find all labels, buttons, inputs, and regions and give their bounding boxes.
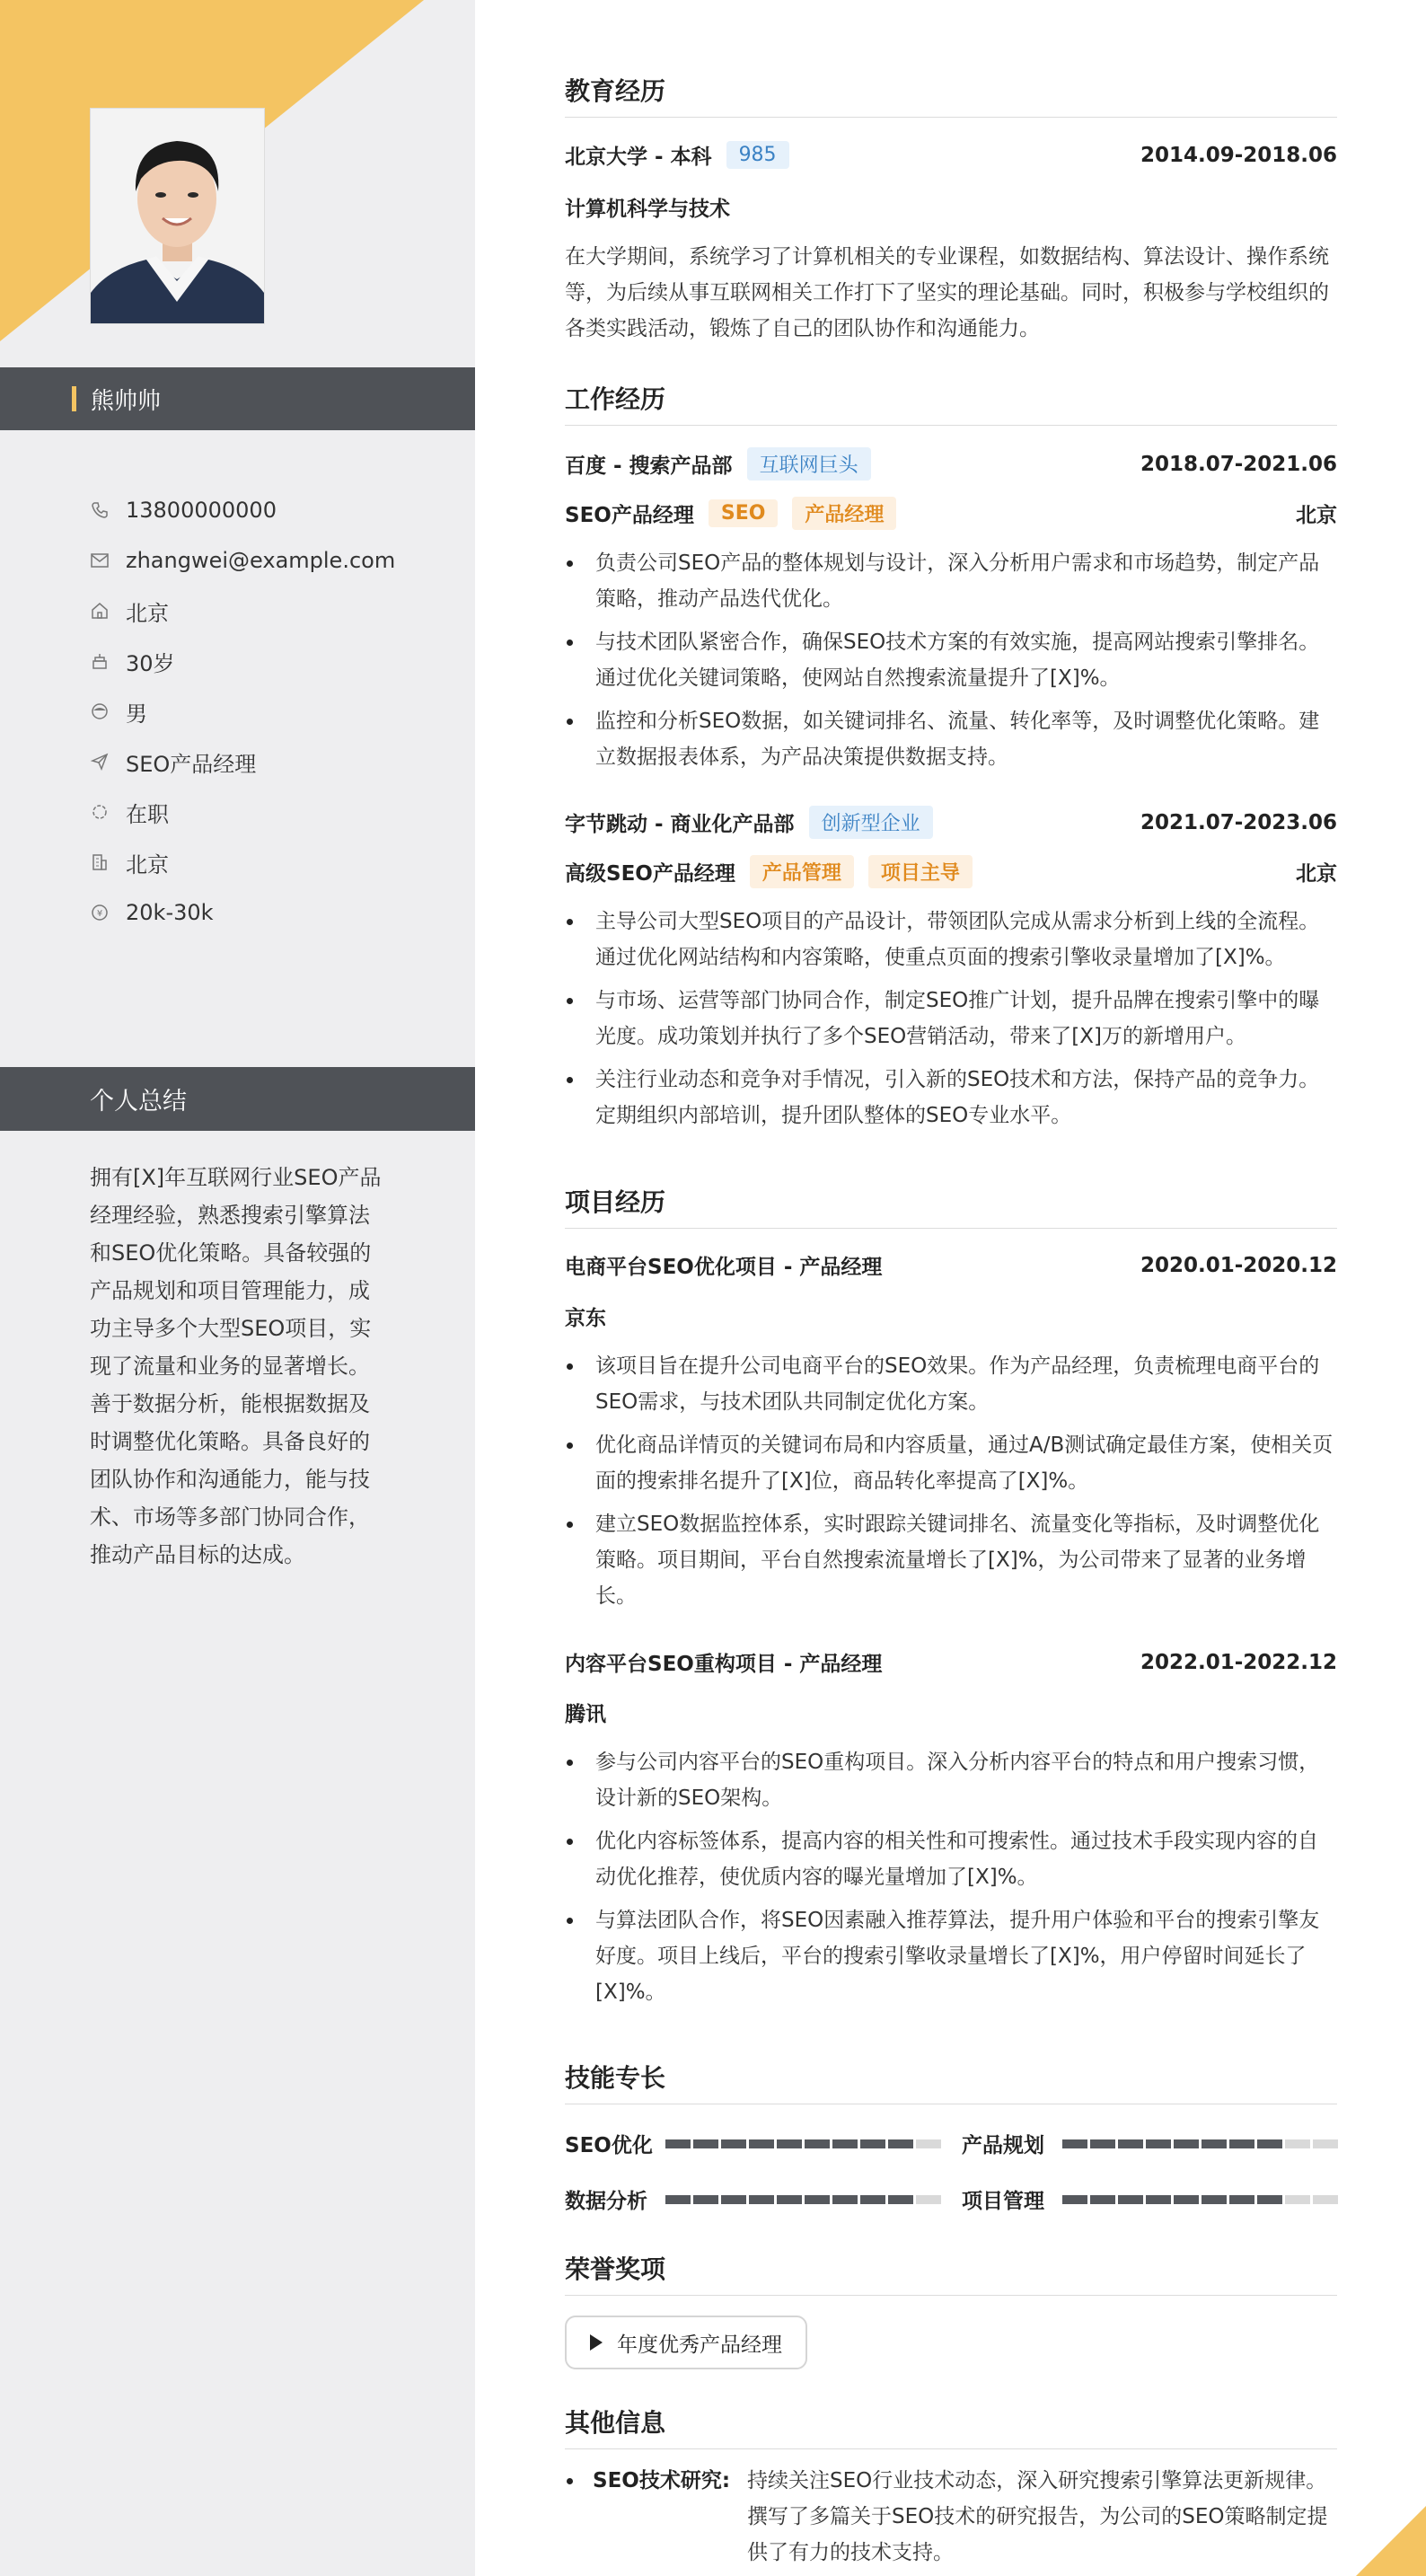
skill-level-bar <box>1062 2195 1338 2204</box>
summary-text <box>90 1159 386 1574</box>
info-position <box>90 737 395 787</box>
job-role-tag: 产品管理 <box>750 855 854 888</box>
summary-line: 产品规划和项目管理能力，成 <box>90 1278 370 1303</box>
skill-segment <box>1090 2139 1115 2148</box>
job-role-tag: 产品经理 <box>792 497 896 530</box>
skill-segment <box>860 2195 885 2204</box>
job-bullet: 与技术团队紧密合作，确保SEO技术方案的有效实施，提高网站搜索引擎排名。通过优化关键词策略，使网站自然搜索流量提升了[X]%。 <box>565 624 1337 696</box>
send-icon <box>90 752 110 772</box>
skill-segment <box>665 2139 691 2148</box>
play-icon <box>590 2334 603 2351</box>
education-date: 2014.09-2018.06 <box>1140 143 1337 167</box>
other-item <box>565 2463 1337 2571</box>
project-name: 电商平台SEO优化项目 - 产品经理 <box>565 1256 883 1279</box>
skill-segment <box>1062 2195 1087 2204</box>
awards-title: 荣誉奖项 <box>565 2250 1337 2296</box>
summary-line: 和SEO优化策略。具备较强的 <box>90 1240 372 1266</box>
other-label: SEO技术研究: <box>593 2469 731 2492</box>
skill-segment <box>693 2139 718 2148</box>
svg-text:¥: ¥ <box>96 909 103 919</box>
info-text: 在职 <box>126 801 169 827</box>
phone-icon <box>90 500 110 520</box>
job-date: 2018.07-2021.06 <box>1140 452 1337 476</box>
bullet-dot <box>567 2478 573 2484</box>
salary-icon <box>90 903 110 922</box>
project-date: 2020.01-2020.12 <box>1140 1253 1337 1277</box>
education-major-row <box>565 192 1337 222</box>
gender-icon <box>90 701 110 721</box>
info-text: 男 <box>126 701 147 727</box>
education-school: 北京大学 - 本科 <box>565 146 712 169</box>
summary-line: 善于数据分析，能根据数据及 <box>90 1391 370 1416</box>
info-text: 北京 <box>126 600 169 626</box>
skill-segment <box>1257 2195 1282 2204</box>
project-name: 内容平台SEO重构项目 - 产品经理 <box>565 1653 883 1676</box>
skill-name: SEO优化 <box>565 2134 653 2157</box>
skill-item <box>565 2129 941 2158</box>
home-icon <box>90 601 110 621</box>
job-bullets <box>565 545 1337 782</box>
skill-segment <box>1062 2139 1087 2148</box>
project-bullet: 该项目旨在提升公司电商平台的SEO效果。作为产品经理，负责梳理电商平台的SEO需求，与技术团队共同制定优化方案。 <box>565 1348 1337 1420</box>
candidate-name: 熊帅帅 <box>91 387 162 415</box>
project-header <box>565 1250 1337 1280</box>
skill-segment <box>1146 2139 1171 2148</box>
skill-segment <box>832 2195 858 2204</box>
job-role-tag: 项目主导 <box>868 855 973 888</box>
skill-segment <box>805 2139 830 2148</box>
summary-line: 团队协作和沟通能力，能与技 <box>90 1467 370 1492</box>
project-bullet: 优化商品详情页的关键词布局和内容质量，通过A/B测试确定最佳方案，使相关页面的搜索排名提升了[X]位，商品转化率提高了[X]%。 <box>565 1427 1337 1499</box>
project-bullet: 优化内容标签体系，提高内容的相关性和可搜索性。通过技术手段实现内容的自动优化推荐，使优质内容的曝光量增加了[X]%。 <box>565 1823 1337 1895</box>
skill-level-bar <box>665 2195 941 2204</box>
job-date: 2021.07-2023.06 <box>1140 810 1337 834</box>
job-bullet: 关注行业动态和竞争对手情况，引入新的SEO技术和方法，保持产品的竞争力。定期组织内部培训，提升团队整体的SEO专业水平。 <box>565 1062 1337 1134</box>
skill-segment <box>665 2195 691 2204</box>
education-title: 教育经历 <box>565 72 1337 118</box>
skill-segment <box>832 2139 858 2148</box>
project-bullets <box>565 1744 1337 2017</box>
skill-segment <box>805 2195 830 2204</box>
education-header <box>565 140 1337 170</box>
skill-segment <box>749 2195 774 2204</box>
summary-line: 时调整优化策略。具备良好的 <box>90 1429 370 1454</box>
skill-segment <box>1174 2195 1199 2204</box>
job-role: SEO产品经理 <box>565 504 694 527</box>
info-text: SEO产品经理 <box>126 751 257 777</box>
skill-segment <box>777 2139 802 2148</box>
job-company-tag: 创新型企业 <box>809 806 933 839</box>
skill-item <box>565 2184 941 2214</box>
info-status <box>90 787 395 837</box>
other-text: 持续关注SEO行业技术动态，深入研究搜索引擎算法更新规律。撰写了多篇关于SEO技术的研究报告，为公司的SEO策略制定提供了有力的技术支持。 <box>747 2469 1328 2564</box>
skill-segment <box>1313 2139 1338 2148</box>
info-text: 北京 <box>126 851 169 878</box>
skill-level-bar <box>665 2139 941 2148</box>
job-role-row <box>565 855 1337 888</box>
job-company-row <box>565 806 933 839</box>
building-icon <box>90 852 110 872</box>
job-role-group <box>565 855 973 888</box>
summary-line: 功主导多个大型SEO项目，实 <box>90 1316 372 1341</box>
info-email <box>90 535 395 586</box>
project-bullet: 建立SEO数据监控体系，实时跟踪关键词排名、流量变化等指标，及时调整优化策略。项目期间，平台自然搜索流量增长了[X]%，为公司带来了显著的业务增长。 <box>565 1506 1337 1614</box>
project-bullet: 与算法团队合作，将SEO因素融入推荐算法，提升用户体验和平台的搜索引擎友好度。项目上线后，平台的搜索引擎收录量增长了[X]%，用户停留时间延长了[X]%。 <box>565 1902 1337 2010</box>
avatar <box>90 108 265 324</box>
skill-segment <box>1118 2139 1143 2148</box>
summary-line: 现了流量和业务的显著增长。 <box>90 1354 370 1379</box>
skill-segment <box>777 2195 802 2204</box>
skill-segment <box>1090 2195 1115 2204</box>
skill-segment <box>693 2195 718 2204</box>
info-text: 20k-30k <box>126 900 214 925</box>
info-city <box>90 837 395 887</box>
name-accent <box>72 386 76 411</box>
skill-segment <box>721 2139 746 2148</box>
summary-line: 拥有[X]年互联网行业SEO产品 <box>90 1165 382 1190</box>
skills-title: 技能专长 <box>565 2059 1337 2104</box>
job-bullet: 与市场、运营等部门协同合作，制定SEO推广计划，提升品牌在搜索引擎中的曝光度。成功策划并执行了多个SEO营销活动，带来了[X]万的新增用户。 <box>565 983 1337 1054</box>
info-text: 13800000000 <box>126 498 277 523</box>
skill-segment <box>1146 2195 1171 2204</box>
skill-segment <box>1257 2139 1282 2148</box>
summary-line: 推动产品目标的达成。 <box>90 1542 305 1567</box>
job-header <box>565 447 1337 481</box>
job-header <box>565 806 1337 839</box>
info-age <box>90 636 395 686</box>
mail-icon <box>90 551 110 570</box>
job-company-row <box>565 447 871 481</box>
projects-title: 项目经历 <box>565 1183 1337 1229</box>
award-label: 年度优秀产品经理 <box>617 2333 782 2357</box>
job-bullets <box>565 904 1337 1141</box>
decor-corner <box>1356 2506 1426 2576</box>
skill-segment <box>888 2139 913 2148</box>
info-text: zhangwei@example.com <box>126 548 396 573</box>
education-school-row <box>565 140 789 170</box>
education-tag: 985 <box>726 141 789 169</box>
skill-segment <box>1229 2195 1254 2204</box>
project-bullets <box>565 1348 1337 1621</box>
skill-item <box>962 2184 1338 2214</box>
info-text: 30岁 <box>126 650 175 676</box>
job-company: 字节跳动 - 商业化产品部 <box>565 813 795 836</box>
summary-title: 个人总结 <box>90 1088 187 1116</box>
info-gender <box>90 686 395 737</box>
skill-segment <box>860 2139 885 2148</box>
skill-level-bar <box>1062 2139 1338 2148</box>
job-role-group <box>565 497 896 530</box>
info-salary <box>90 887 395 938</box>
education-major: 计算机科学与技术 <box>565 198 730 221</box>
summary-line: 经理经验，熟悉搜索引擎算法 <box>90 1203 370 1228</box>
job-bullet: 主导公司大型SEO项目的产品设计，带领团队完成从需求分析到上线的全流程。通过优化网站结构和内容策略，使重点页面的搜索引擎收录量增加了[X]%。 <box>565 904 1337 975</box>
job-city: 北京 <box>1296 862 1337 886</box>
skill-segment <box>1118 2195 1143 2204</box>
status-icon <box>90 802 110 822</box>
job-bullet: 监控和分析SEO数据，如关键词排名、流量、转化率等，及时调整优化策略。建立数据报表体系，为产品决策提供数据支持。 <box>565 703 1337 775</box>
info-home <box>90 586 395 636</box>
skill-segment <box>1202 2195 1227 2204</box>
summary-header <box>0 1067 475 1131</box>
project-date: 2022.01-2022.12 <box>1140 1650 1337 1674</box>
skill-item <box>962 2129 1338 2158</box>
job-bullet: 负责公司SEO产品的整体规划与设计，深入分析用户需求和市场趋势，制定产品策略，推动产品迭代优化。 <box>565 545 1337 617</box>
skill-segment <box>721 2195 746 2204</box>
skill-segment <box>916 2195 941 2204</box>
cake-icon <box>90 651 110 671</box>
award-item[interactable] <box>565 2316 807 2369</box>
job-role-tag: SEO <box>709 499 779 527</box>
skill-segment <box>1202 2139 1227 2148</box>
project-org-row <box>565 1698 1337 1727</box>
name-bar <box>0 367 475 430</box>
project-header <box>565 1647 1337 1677</box>
skill-segment <box>1313 2195 1338 2204</box>
skill-segment <box>1229 2139 1254 2148</box>
skill-segment <box>916 2139 941 2148</box>
summary-line: 术、市场等多部门协同合作， <box>90 1504 370 1530</box>
skill-name: 数据分析 <box>565 2190 647 2213</box>
job-role: 高级SEO产品经理 <box>565 862 735 886</box>
info-phone <box>90 485 395 535</box>
job-role-row <box>565 497 1337 530</box>
project-org: 京东 <box>565 1307 606 1330</box>
skill-name: 项目管理 <box>962 2190 1044 2213</box>
work-title: 工作经历 <box>565 380 1337 426</box>
education-desc: 在大学期间，系统学习了计算机相关的专业课程，如数据结构、算法设计、操作系统等，为后续从事互联网相关工作打下了坚实的理论基础。同时，积极参与学校组织的各类实践活动，锻炼了自己的团队协作和沟通能力。 <box>565 245 1329 340</box>
skill-segment <box>749 2139 774 2148</box>
job-city: 北京 <box>1296 504 1337 527</box>
skill-segment <box>1174 2139 1199 2148</box>
project-bullet: 参与公司内容平台的SEO重构项目。深入分析内容平台的特点和用户搜索习惯，设计新的SEO架构。 <box>565 1744 1337 1816</box>
skill-segment <box>1285 2139 1310 2148</box>
job-company: 百度 - 搜索产品部 <box>565 454 733 478</box>
skill-segment <box>888 2195 913 2204</box>
skill-name: 产品规划 <box>962 2134 1044 2157</box>
project-org: 腾讯 <box>565 1703 606 1726</box>
job-company-tag: 互联网巨头 <box>747 447 871 481</box>
sidebar <box>0 0 475 2576</box>
contact-info <box>90 485 395 938</box>
other-title: 其他信息 <box>565 2404 1337 2449</box>
project-org-row <box>565 1301 1337 1331</box>
skill-segment <box>1285 2195 1310 2204</box>
